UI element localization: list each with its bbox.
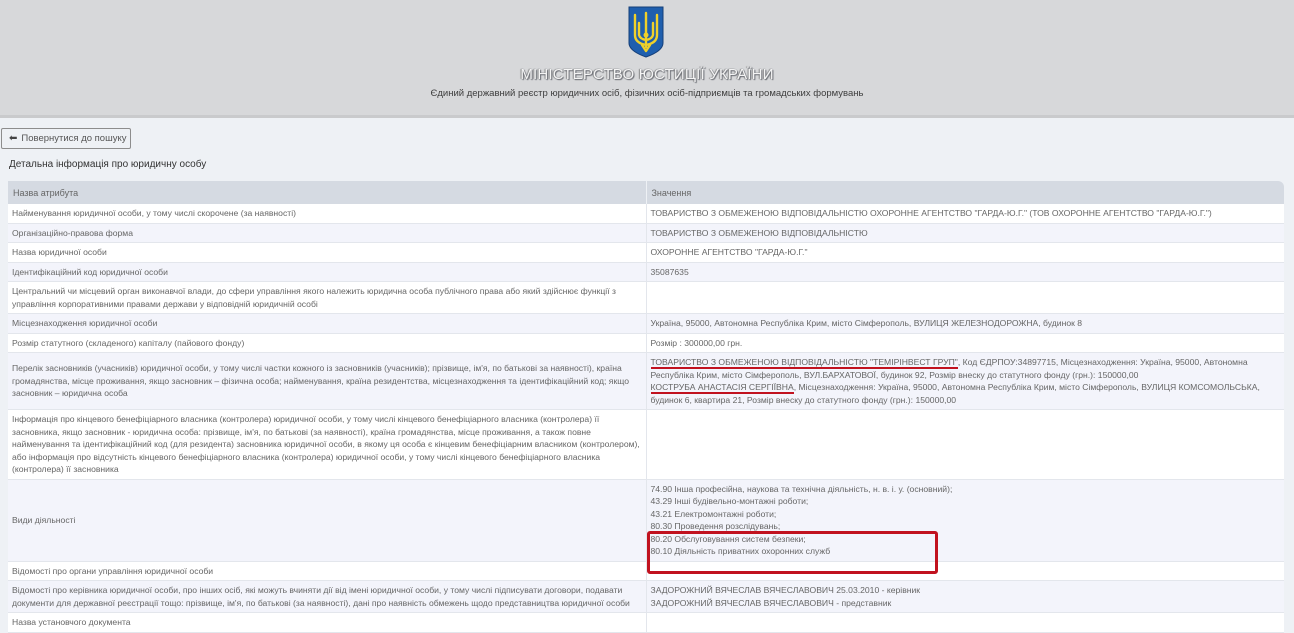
table-row <box>8 561 1284 581</box>
table-row <box>8 613 1284 633</box>
attribute-value <box>646 613 1284 633</box>
attribute-name: Перелік засновників (учасників) юридичної особи, у тому числі частки кожного із засновників (учасників); прізвище, ім'я, по батькові за наявності), країна громадянства, місце проживання, якщо засновник – фізична особа; найменування, країна резидентства, місцезнаходження та ідентифікаційний код; якщо засновник – юридична особа <box>8 353 646 410</box>
manager-entry: ЗАДОРОЖНИЙ ВЯЧЕСЛАВ ВЯЧЕСЛАВОВИЧ - представник <box>650 597 892 608</box>
back-to-search-label: Повернутися до пошуку <box>21 133 127 144</box>
back-to-search-button[interactable] <box>1 128 131 149</box>
founder-details: , Місцезнаходження: Україна, 95000, Автономна Республіка Крим, місто Сімферополь, ВУЛИЦЯ КОМСОМОЛЬСЬКА, будинок 6, квартира 21, Розмір внеску до статутного фонду (грн.): 150000,00 <box>650 382 1260 405</box>
table-row <box>8 581 1284 613</box>
attribute-name: Центральний чи місцевий орган виконавчої влади, до сфери управління якого належить юридична особа публічного права або який здійснює функції з управління корпоративними правами держави у відповідній юридичній особі <box>8 282 646 314</box>
activity-item: 43.29 Інші будівельно-монтажні роботи; <box>650 496 809 506</box>
attribute-name: Місцезнаходження юридичної особи <box>8 314 646 334</box>
attribute-value <box>646 282 1284 314</box>
attribute-value <box>646 561 1284 581</box>
activity-item: 80.20 Обслуговування систем безпеки; <box>650 533 806 544</box>
founder-name: ТОВАРИСТВО З ОБМЕЖЕНОЮ ВІДПОВІДАЛЬНІСТЮ "ТЕМІРІНВЕСТ ГРУП" <box>650 357 958 367</box>
page-title: Детальна інформація про юридичну особу <box>9 159 207 170</box>
attribute-name: Розмір статутного (складеного) капіталу (пайового фонду) <box>8 333 646 353</box>
table-row <box>8 410 1284 480</box>
column-header-value: Значення <box>646 181 1284 204</box>
column-header-attribute: Назва атрибута <box>8 181 646 204</box>
activity-item: 80.10 Діяльність приватних охоронних служб <box>650 546 831 556</box>
manager-entry: ЗАДОРОЖНИЙ ВЯЧЕСЛАВ ВЯЧЕСЛАВОВИЧ 25.03.2010 - керівник <box>650 585 921 595</box>
attribute-value <box>646 410 1284 480</box>
legal-entity-details-table <box>8 181 1284 633</box>
attribute-name: Ідентифікаційний код юридичної особи <box>8 262 646 282</box>
activities-list <box>646 479 1284 561</box>
founder-entry <box>651 381 1281 406</box>
attribute-name: Найменування юридичної особи, у тому числі скорочене (за наявності) <box>8 204 646 223</box>
founder-details: , Код ЄДРПОУ:34897715, Місцезнаходження: Україна, 95000, Автономна Республіка Крим, місто Сімферополь, ВУЛ.БАРХАТОВОЇ, будинок 92, Розмір внеску до статутного фонду (грн.): 150000,00 <box>650 357 1248 380</box>
attribute-name: Інформація про кінцевого бенефіціарного власника (контролера) юридичної особи, у тому числі кінцевого бенефіціарного власника (контролера) її засновника, якщо засновник - юридична особа: прізвище, ім'я, по батькові (за наявності), країна громадянства, місце проживання, а також повне найменування та ідентифікаційний код (для резидента) засновника юридичної особи, в якому ця особа є кінцевим бенефіціарним власником (контролером), або інформація про відсутність кінцевого бенефіціарного власника (контролера) юридичної особи, у тому числі кінцевого бенефіціарного власника (контролера) її засновника <box>8 410 646 480</box>
table-row <box>8 314 1284 334</box>
founders-list <box>646 353 1284 410</box>
activity-item: 74.90 Інша професійна, наукова та технічна діяльність, н. в. і. у. (основний); <box>650 483 953 494</box>
table-header-row <box>8 181 1284 204</box>
attribute-name: Організаційно-правова форма <box>8 223 646 243</box>
arrow-left-icon: ⬅ <box>9 133 18 144</box>
attribute-name: Види діяльності <box>8 479 646 561</box>
founder-entry <box>651 356 1281 381</box>
table-row <box>8 282 1284 314</box>
registry-subtitle: Єдиний державний реєстр юридичних осіб, фізичних осіб-підприємців та громадських формувань <box>430 88 864 99</box>
table-row <box>8 353 1284 410</box>
attribute-name: Назва юридичної особи <box>8 243 646 263</box>
ukraine-trident-emblem-icon <box>627 5 665 59</box>
table-row <box>8 479 1284 561</box>
table-row <box>8 204 1284 223</box>
table-row <box>8 333 1284 353</box>
activity-item: 80.30 Проведення розслідувань; <box>650 521 781 531</box>
attribute-value: ОХОРОННЕ АГЕНТСТВО "ГАРДА-Ю.Г." <box>646 243 1284 263</box>
table-row <box>8 262 1284 282</box>
attribute-value: Україна, 95000, Автономна Республіка Крим, місто Сімферополь, ВУЛИЦЯ ЖЕЛЕЗНОДОРОЖНА, будинок 8 <box>646 314 1284 334</box>
attribute-name: Назва установчого документа <box>8 613 646 633</box>
table-row <box>8 243 1284 263</box>
attribute-value: Розмір : 300000,00 грн. <box>646 333 1284 353</box>
attribute-name: Відомості про керівника юридичної особи, про інших осіб, які можуть вчиняти дії від імені юридичної особи, у тому числі підписувати договори, подавати документи для державної реєстрації тощо: прізвище, ім'я, по батькові (за наявності), дані про наявність обмежень щодо представництва юридичної особи <box>8 581 646 613</box>
founder-name: КОСТРУБА АНАСТАСІЯ СЕРГІЇВНА <box>650 382 794 392</box>
attribute-value: 35087635 <box>646 262 1284 282</box>
activity-item: 43.21 Електромонтажні роботи; <box>650 508 777 519</box>
table-row <box>8 223 1284 243</box>
ministry-title: МІНІСТЕРСТВО ЮСТИЦІЇ УКРАЇНИ <box>520 66 774 83</box>
site-header <box>0 0 1294 118</box>
attribute-value: ТОВАРИСТВО З ОБМЕЖЕНОЮ ВІДПОВІДАЛЬНІСТЮ ОХОРОННЕ АГЕНТСТВО "ГАРДА-Ю.Г." (ТОВ ОХОРОННЕ АГЕНТСТВО "ГАРДА-Ю.Г.") <box>646 204 1284 223</box>
attribute-value: ТОВАРИСТВО З ОБМЕЖЕНОЮ ВІДПОВІДАЛЬНІСТЮ <box>646 223 1284 243</box>
attribute-name: Відомості про органи управління юридичної особи <box>8 561 646 581</box>
managers-list <box>646 581 1284 613</box>
